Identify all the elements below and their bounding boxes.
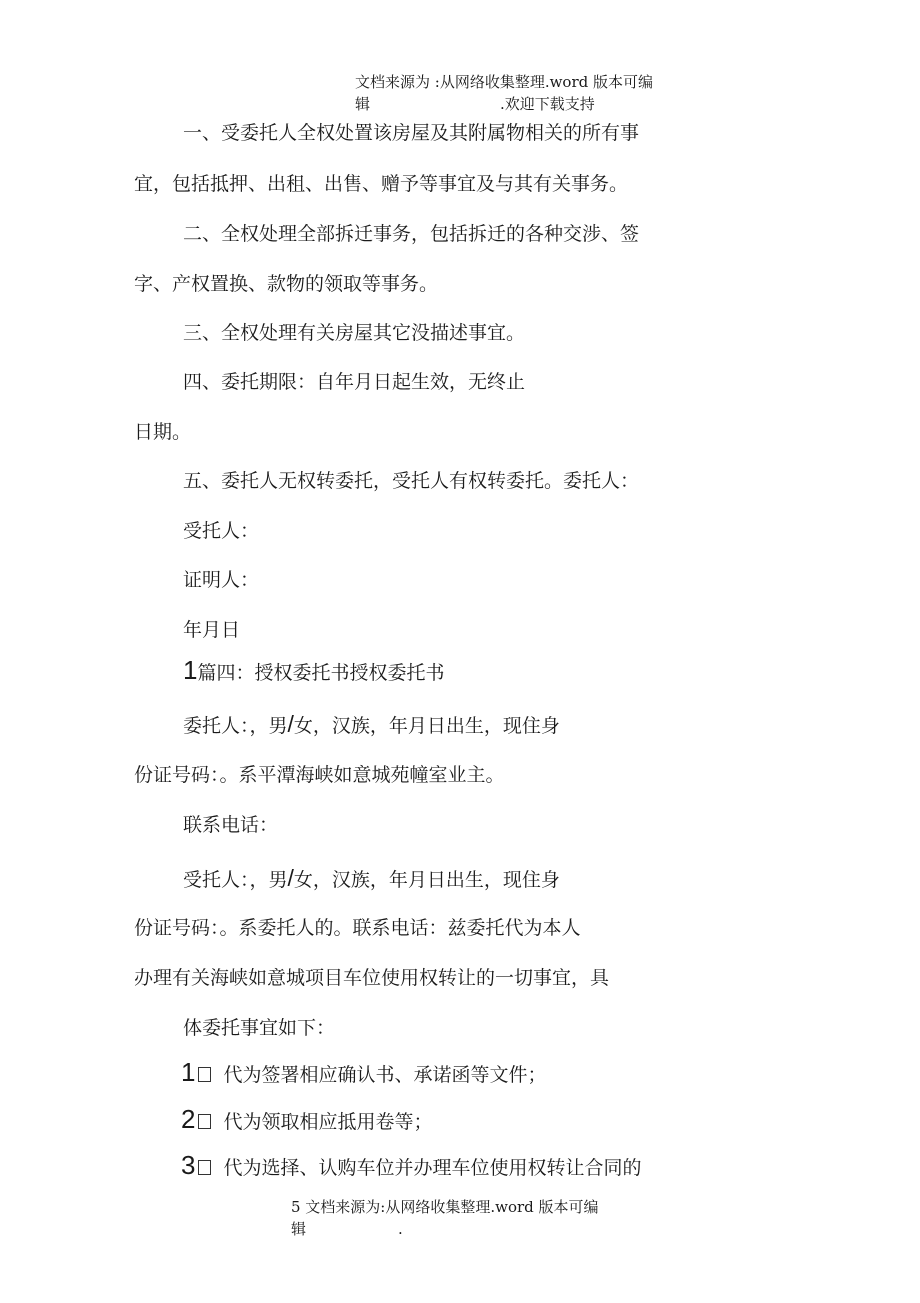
agent-text-a: 受托人：，男 [183,869,288,891]
witness-label: 证明人： [183,569,260,591]
paragraph-1-line-2: 宜，包括抵押、出租、出售、赠予等事宜及与其有关事务。 [134,173,629,195]
paragraph-3: 三、全权处理有关房屋其它没描述事宜。 [183,322,526,344]
principal-id-line: 份证号码：。系平潭海峡如意城苑幢室业主。 [134,764,505,786]
agent-line-1 [183,866,560,892]
article-title: 篇四：授权委托书授权委托书 [197,662,445,684]
agent-text-b: 女，汉族，年月日出生，现住身 [293,869,560,891]
checkbox-glyph-icon [198,1160,211,1175]
article-heading [183,655,445,685]
list-item [181,1057,547,1087]
paragraph-5: 五、委托人无权转委托，受托人有权转委托。委托人： [183,470,640,492]
paragraph-2-line-1: 二、全权处理全部拆迁事务，包括拆迁的各种交涉、签 [183,223,640,245]
footer-line-1: 5 文档来源为:从网络收集整理.word 版本可编 [291,1198,599,1216]
principal-slash: / [287,711,294,737]
agent-slash: / [287,865,294,891]
list-item [181,1104,433,1134]
trustee-label: 受托人： [183,520,260,542]
checkbox-glyph-icon [198,1114,211,1129]
list-item-number: 2 [181,1104,196,1134]
article-number: 1 [183,655,198,685]
paragraph-4-line-2: 日期。 [134,421,192,443]
principal-text-a: 委托人：，男 [183,715,288,737]
list-item-number: 3 [181,1150,196,1180]
footer-line-2a: 辑 [291,1220,307,1238]
list-item [181,1150,642,1180]
contact-label: 联系电话： [183,814,279,836]
date-label: 年月日 [183,619,241,641]
scope-line-1: 办理有关海峡如意城项目车位使用权转让的一切事宜，具 [134,967,610,989]
list-item-number: 1 [181,1057,196,1087]
header-line-2b: .欢迎下载支持 [500,95,595,113]
paragraph-4-line-1: 四、委托期限：自年月日起生效，无终止 [183,371,526,393]
principal-text-b: 女，汉族，年月日出生，现住身 [293,715,560,737]
footer-line-2b: . [398,1220,403,1238]
header-line-1: 文档来源为 :从网络收集整理.word 版本可编 [355,73,654,91]
list-item-text: 代为选择、认购车位并办理车位使用权转让合同的 [223,1157,642,1179]
header-line-2a: 辑 [355,95,371,113]
checkbox-glyph-icon [198,1067,211,1082]
paragraph-1-line-1: 一、受委托人全权处置该房屋及其附属物相关的所有事 [183,122,640,144]
agent-id-line: 份证号码：。系委托人的。联系电话：兹委托代为本人 [134,917,581,939]
paragraph-2-line-2: 字、产权置换、款物的领取等事务。 [134,273,439,295]
list-item-text: 代为领取相应抵用卷等； [223,1111,433,1133]
scope-line-2: 体委托事宜如下： [183,1017,336,1039]
principal-line-1 [183,712,560,738]
list-item-text: 代为签署相应确认书、承诺函等文件； [223,1064,547,1086]
